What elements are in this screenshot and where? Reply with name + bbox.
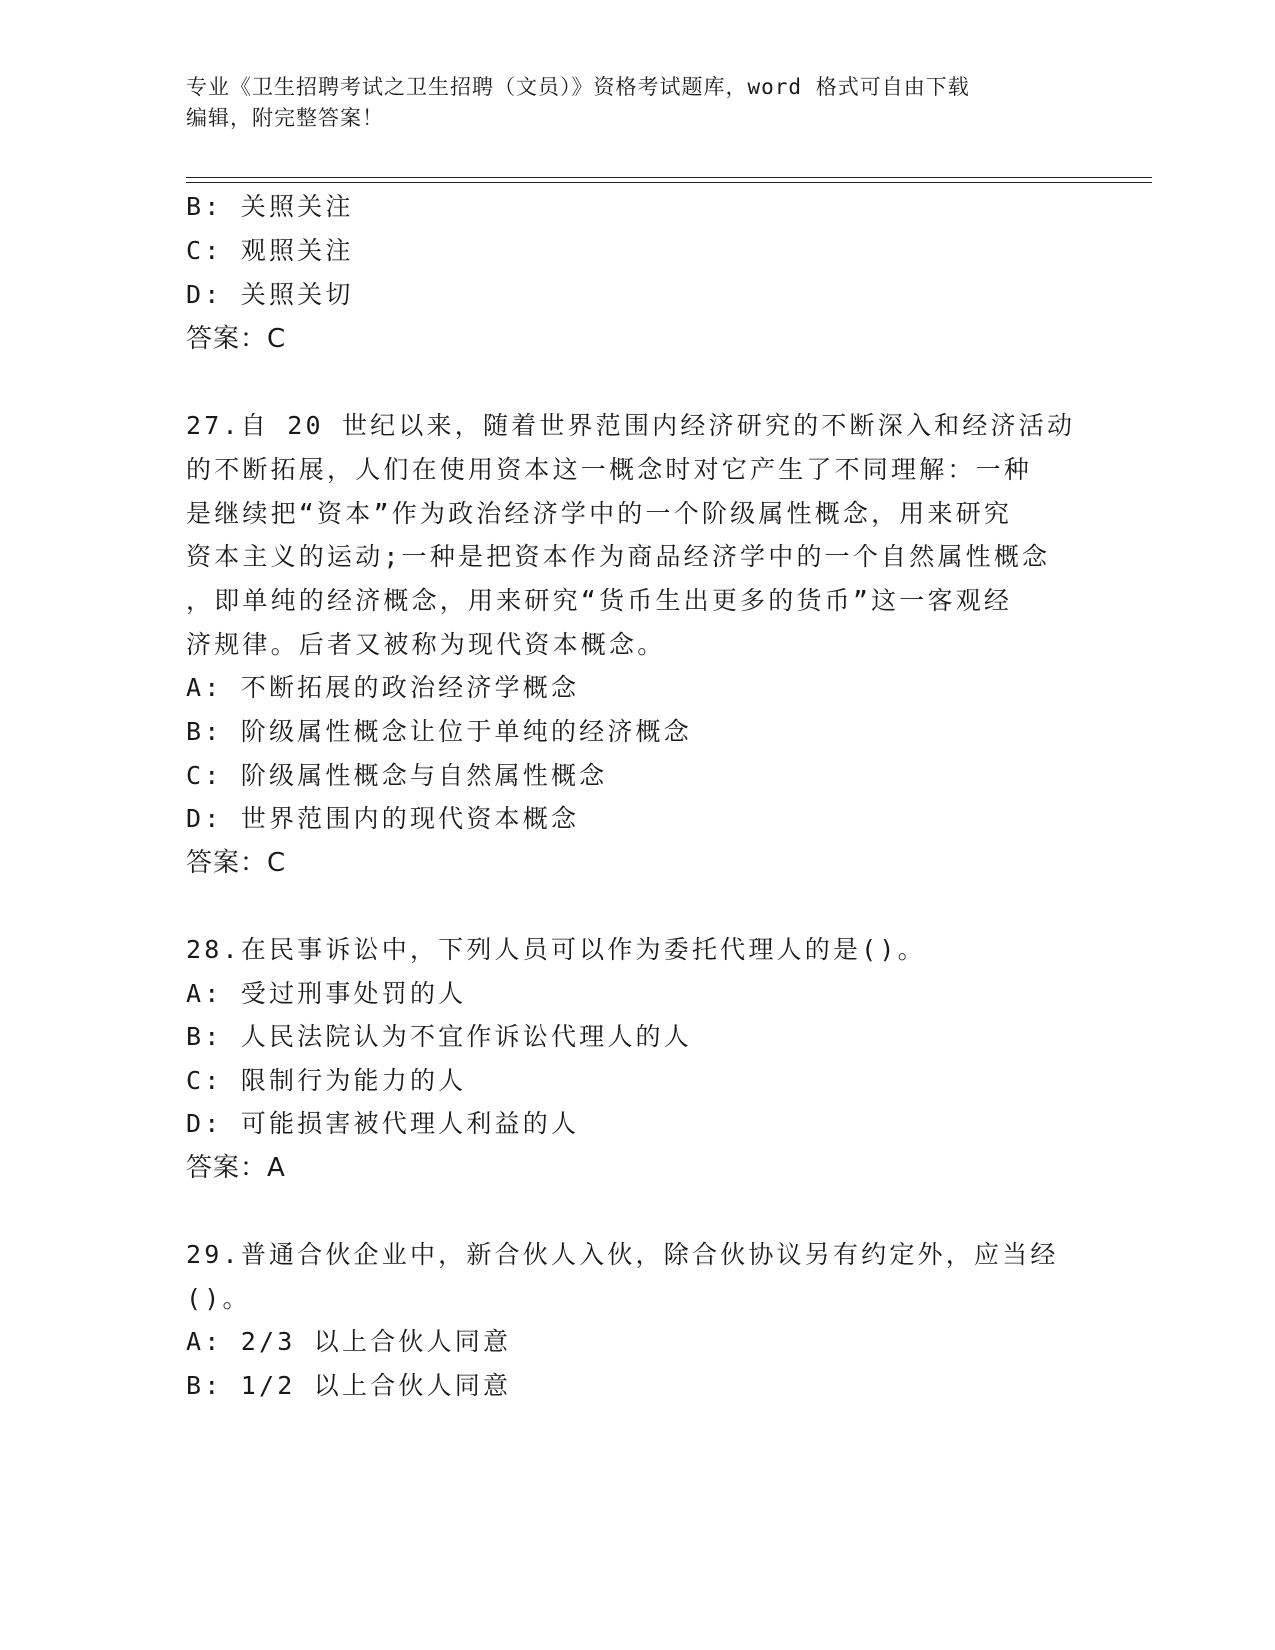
document-header xyxy=(186,72,1066,134)
q27-stem-line: 的不断拓展，人们在使用资本这一概念时对它产生了不同理解：一种 xyxy=(186,455,1033,484)
q28-option-c: C: 限制行为能力的人 xyxy=(186,1066,467,1095)
q28-option-d: D: 可能损害被代理人利益的人 xyxy=(186,1109,580,1138)
q27-answer: 答案：C xyxy=(186,848,287,878)
q27-stem-line: 是继续把“资本”作为政治经济学中的一个阶级属性概念，用来研究 xyxy=(186,499,1013,528)
q27-option-c: C: 阶级属性概念与自然属性概念 xyxy=(186,761,608,790)
q28-option-b: B: 人民法院认为不宜作诉讼代理人的人 xyxy=(186,1022,692,1051)
q29-option-a: A: 2/3 以上合伙人同意 xyxy=(186,1327,512,1356)
q28-option-a: A: 受过刑事处罚的人 xyxy=(186,979,467,1008)
q26-answer: 答案：C xyxy=(186,324,287,354)
header-rule-bottom xyxy=(186,182,1152,183)
q27-stem-line: 27.自 20 世纪以来，随着世界范围内经济研究的不断深入和经济活动 xyxy=(186,411,1076,440)
q27-stem-line: ，即单纯的经济概念，用来研究“货币生出更多的货币”这一客观经 xyxy=(186,586,1013,615)
q29-stem-line: ()。 xyxy=(186,1284,251,1313)
q26-option-d: D: 关照关切 xyxy=(186,280,354,309)
q27-stem-line: 济规律。后者又被称为现代资本概念。 xyxy=(186,630,666,659)
header-title-line-1: 专业《卫生招聘考试之卫生招聘（文员）》资格考试题库，word 格式可自由下载 xyxy=(186,75,970,99)
header-rule-top xyxy=(186,177,1152,178)
q27-option-b: B: 阶级属性概念让位于单纯的经济概念 xyxy=(186,717,692,746)
q26-option-c: C: 观照关注 xyxy=(186,236,354,265)
q29-option-b: B: 1/2 以上合伙人同意 xyxy=(186,1371,512,1400)
q27-stem-line: 资本主义的运动;一种是把资本作为商品经济学中的一个自然属性概念 xyxy=(186,542,1051,571)
q28-stem: 28.在民事诉讼中，下列人员可以作为委托代理人的是()。 xyxy=(186,935,926,964)
q29-stem-line: 29.普通合伙企业中，新合伙人入伙，除合伙协议另有约定外，应当经 xyxy=(186,1240,1059,1269)
q27-option-d: D: 世界范围内的现代资本概念 xyxy=(186,804,580,833)
q26-option-b: B: 关照关注 xyxy=(186,192,354,221)
q27-option-a: A: 不断拓展的政治经济学概念 xyxy=(186,673,580,702)
header-title-line-2: 编辑，附完整答案！ xyxy=(186,106,384,130)
q28-answer: 答案：A xyxy=(186,1153,286,1183)
